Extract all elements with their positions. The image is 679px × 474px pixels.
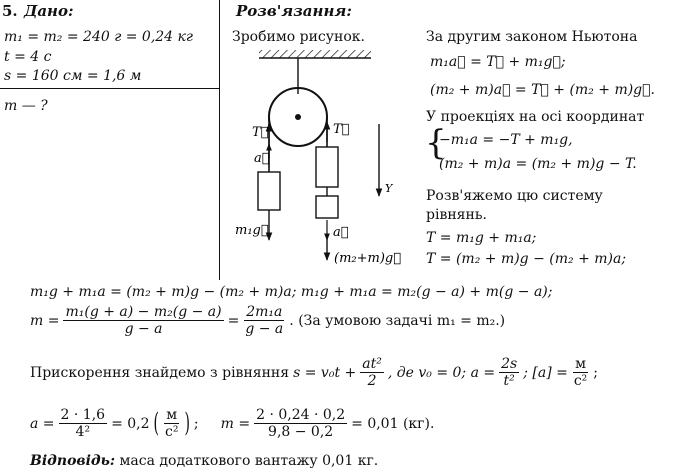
derivation-line: m₁g + m₁a = (m₂ + m)g − (m₂ + m)a; m₁g + m₁a = m₂(g − a) + m(g − a);: [30, 284, 553, 300]
given-title: Дано:: [24, 2, 74, 20]
label-weight-left: m₁g⃗: [235, 223, 269, 238]
numeric-calculation: a = $\frac{2 \cdot 1,6}{\text{4²}}$ = 0,2 ( $\frac{м}{\text{с²}}$ ) ; m = $\frac{2 \cdot 0,24 \cdot 0,2}{9,8 - 0,2}$ = 0,01 (кг).: [30, 407, 435, 440]
given-line-masses: m₁ = m₂ = 240 г = 0,24 кг: [4, 29, 193, 45]
acceleration-formula: Прискорення знайдемо з рівняння s = v₀t + $\frac{\text{at²}}{2}$ , де v₀ = 0; a = $\frac{2s}{\text{t²}}$ ; [a] = $\frac{м}{\text{с²}}$ ;: [30, 356, 599, 389]
tension-solution-1: T = m₁g + m₁a;: [426, 230, 537, 246]
system-eq-1: −m₁a = −T + m₁g,: [439, 132, 573, 148]
newton-heading: За другим законом Ньютона: [426, 29, 638, 45]
label-accel-left: a⃗: [254, 151, 270, 166]
mass-extra: [316, 196, 338, 218]
answer-label: Відповідь:: [30, 453, 116, 469]
given-find: m — ?: [4, 98, 48, 114]
label-axis-y: Y: [385, 182, 393, 195]
mass-right: [316, 147, 338, 187]
solve-heading-2: рівнянь.: [426, 207, 487, 223]
projections-heading: У проекціях на осі координат: [426, 109, 645, 125]
label-accel-right: a⃗: [333, 225, 349, 240]
equation-left-mass: m₁a⃗ = T⃗ + m₁g⃗;: [430, 54, 566, 70]
system-eq-2: (m₂ + m)a = (m₂ + m)g − T.: [439, 156, 637, 172]
mass-formula: m = $\frac{\text{m₁(g + a) − m₂(g − a)}}{g - a}$ = $\frac{\text{2m₁a}}{g - a}$ . (За умовою задачі m₁ = m₂.): [30, 304, 506, 337]
answer-line: [30, 452, 378, 470]
label-tension-left: T⃗: [252, 125, 269, 140]
answer-text: маса додаткового вантажу 0,01 кг.: [119, 453, 379, 469]
given-divider: [0, 88, 219, 89]
equation-right-mass: (m₂ + m)a⃗ = T⃗ + (m₂ + m)g⃗.: [430, 82, 655, 98]
system-brace: {: [425, 123, 447, 163]
problem-number: 5.: [2, 2, 18, 20]
pulley-wheel: [269, 88, 327, 146]
column-divider: [219, 0, 220, 280]
figure-caption: Зробимо рисунок.: [232, 29, 365, 45]
label-weight-right: (m₂+m)g⃗: [334, 251, 402, 266]
solution-title: Розв'язання:: [236, 2, 352, 20]
pulley-diagram: [225, 44, 425, 279]
given-line-time: t = 4 с: [4, 49, 52, 65]
label-tension-right: T⃗: [333, 122, 350, 137]
solve-heading-1: Розв'яжемо цю систему: [426, 188, 603, 204]
mass-left: [258, 172, 280, 210]
given-line-distance: s = 160 см = 1,6 м: [4, 68, 142, 84]
tension-solution-2: T = (m₂ + m)g − (m₂ + m)a;: [426, 251, 627, 267]
ceiling: [259, 50, 371, 94]
